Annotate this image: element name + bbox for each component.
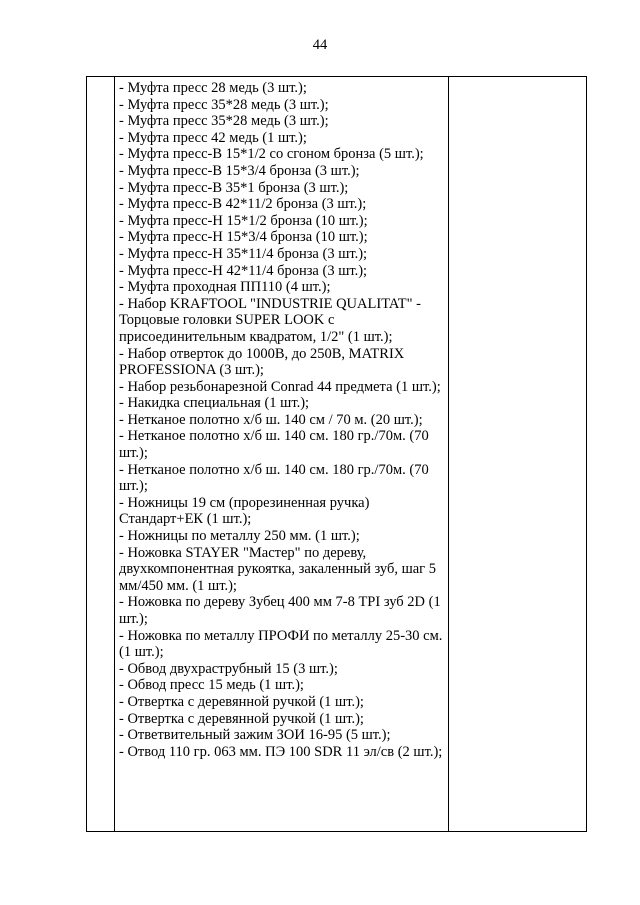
list-item: - Ножницы 19 см (прорезиненная ручка) Стандарт+ЕК (1 шт.); [119,494,370,528]
list-item: - Муфта пресс-В 35*1 бронза (3 шт.); [119,179,349,196]
list-item: - Набор резьбонарезной Conrad 44 предмета (1 шт.); [119,378,441,395]
list-item: - Муфта пресс-В 15*1/2 со сгоном бронза (5 шт.); [119,146,424,163]
list-item: - Муфта пресс 42 медь (1 шт.); [119,129,307,146]
list-item: - Накидка специальная (1 шт.); [119,395,310,412]
items-list [115,77,448,760]
list-item: - Нетканое полотно х/б ш. 140 см. 180 гр./70м. (70 шт.); [119,428,429,462]
notes-cell [449,77,587,832]
list-item: - Ножовка STAYER "Мастер" по дереву, двухкомпонентная рукоятка, закаленный зуб, шаг 5 мм/450 мм. (1 шт.); [119,544,436,594]
list-item: - Ножовка по дереву Зубец 400 мм 7-8 TPI зуб 2D (1 шт.); [119,594,441,627]
list-item: - Муфта пресс 35*28 медь (3 шт.); [119,96,329,113]
list-item: - Муфта пресс-Н 42*11/4 бронза (3 шт.); [119,262,368,279]
list-item: - Ножовка по металлу ПРОФИ по металлу 25-30 см. (1 шт.); [119,627,443,661]
list-item: - Муфта проходная ПП110 (4 шт.); [119,279,331,296]
list-item: - Муфта пресс-Н 15*1/2 бронза (10 шт.); [119,212,368,229]
list-item: - Муфта пресс 35*28 медь (3 шт.); [119,113,329,130]
list-item: - Муфта пресс-В 42*11/2 бронза (3 шт.); [119,196,367,213]
list-item: - Отвод 110 гр. 063 мм. ПЭ 100 SDR 11 эл/св (2 шт.); [119,743,443,760]
list-item: - Отвертка с деревянной ручкой (1 шт.); [119,710,364,727]
list-item: - Муфта пресс-Н 15*3/4 бронза (10 шт.); [119,229,368,246]
list-item: - Муфта пресс-Н 35*11/4 бронза (3 шт.); [119,245,368,262]
table-row [87,77,587,832]
list-item: - Ножницы по металлу 250 мм. (1 шт.); [119,528,360,545]
list-item: - Нетканое полотно х/б ш. 140 см. 180 гр./70м. (70 шт.); [119,461,429,495]
list-item: - Нетканое полотно х/б ш. 140 см / 70 м. (20 шт.); [119,411,423,428]
list-item: - Ответвительный зажим ЗОИ 16-95 (5 шт.); [119,727,391,744]
description-cell [115,77,449,832]
list-item: - Набор отверток до 1000В, до 250В, MATRIX PROFESSIONA (3 шт.); [119,345,405,379]
list-item: - Муфта пресс-В 15*3/4 бронза (3 шт.); [119,162,360,179]
list-item: - Набор KRAFTOOL "INDUSTRIE QUALITAT" - Торцовые головки SUPER LOOK с присоединительным квадратом, 1/2" (1 шт.); [119,295,421,345]
list-item: - Обвод двухраструбный 15 (3 шт.); [119,660,338,677]
list-item: - Муфта пресс 28 медь (3 шт.); [119,80,307,96]
page-number: 44 [312,37,328,53]
items-table [86,76,587,832]
list-item: - Обвод пресс 15 медь (1 шт.); [119,677,304,694]
number-cell [87,77,115,832]
list-item: - Отвертка с деревянной ручкой (1 шт.); [119,693,364,710]
